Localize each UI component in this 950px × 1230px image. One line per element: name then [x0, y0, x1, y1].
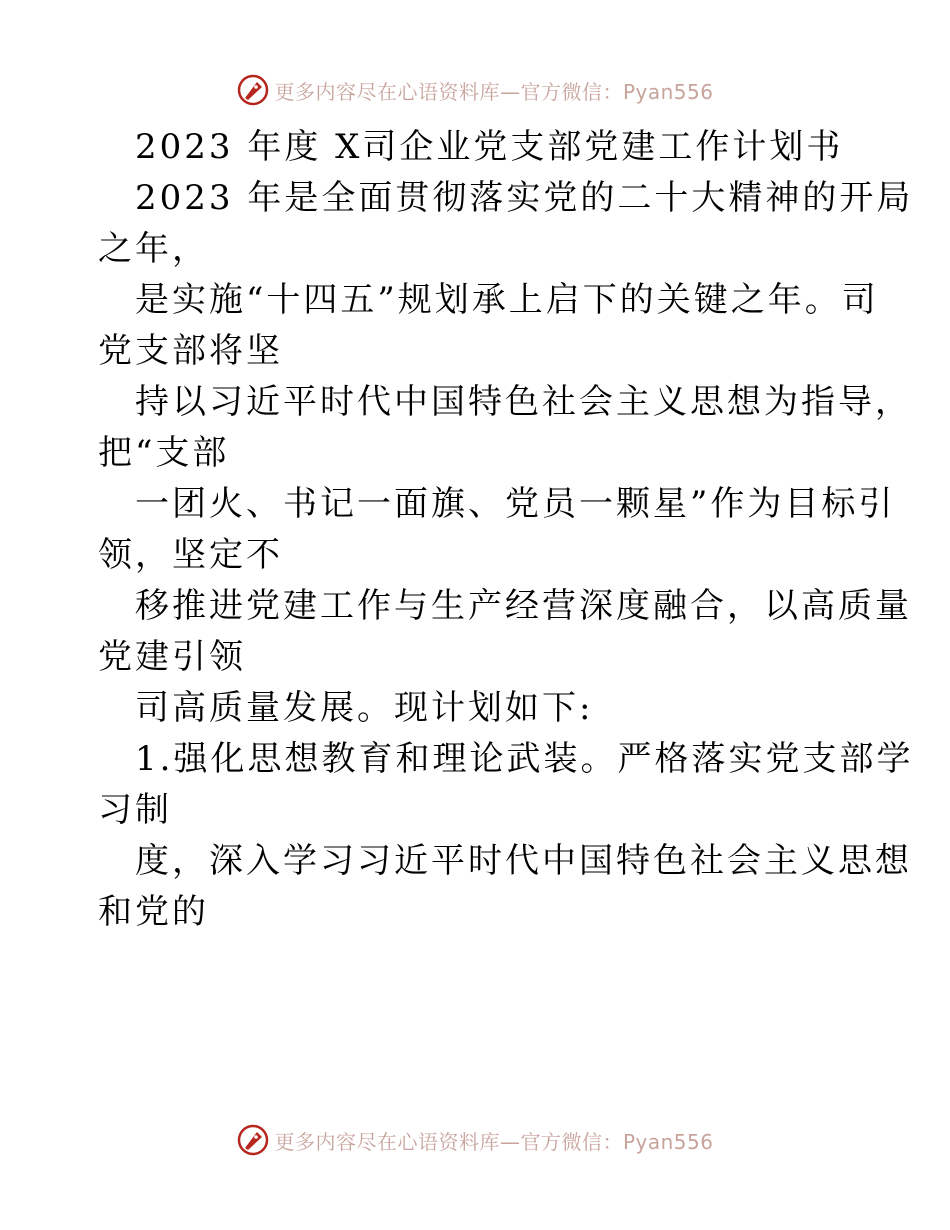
paragraph-line: 移推进党建工作与生产经营深度融合，以高质量: [135, 586, 912, 626]
document-title: 2023 年度 X司企业党支部党建工作计划书: [135, 127, 844, 167]
paragraph-line: 2023 年是全面贯彻落实党的二十大精神的开局: [135, 178, 914, 218]
paragraph-line: 党支部将坚: [98, 331, 283, 371]
document-body: [0, 122, 950, 938]
paragraph-line: 党建引领: [98, 637, 246, 677]
header-banner: [0, 70, 950, 110]
paragraph-line: 领，坚定不: [98, 535, 283, 575]
red-pen-nib-logo-icon: [236, 1123, 270, 1157]
paragraph-line: 习制: [98, 790, 172, 830]
paragraph-line: 之年，: [98, 229, 209, 269]
header-banner-text: 更多内容尽在心语资料库—官方微信：Pyan556: [274, 79, 714, 104]
numbered-item-line: 1.强化思想教育和理论武装。严格落实党支部学: [135, 739, 914, 779]
paragraph-line: 把“支部: [98, 433, 230, 473]
red-pen-nib-logo-icon: [236, 73, 270, 107]
paragraph-line: 是实施“十四五”规划承上启下的关键之年。司: [135, 280, 879, 320]
footer-banner-text: 更多内容尽在心语资料库—官方微信：Pyan556: [274, 1129, 714, 1154]
footer-banner: [0, 1120, 950, 1160]
paragraph-line: 和党的: [98, 892, 209, 932]
paragraph-line: 持以习近平时代中国特色社会主义思想为指导，: [135, 382, 912, 422]
paragraph-line: 度，深入学习习近平时代中国特色社会主义思想: [135, 841, 912, 881]
paragraph-line: 司高质量发展。现计划如下:: [135, 688, 594, 728]
paragraph-line: 一团火、书记一面旗、党员一颗星”作为目标引: [135, 484, 896, 524]
